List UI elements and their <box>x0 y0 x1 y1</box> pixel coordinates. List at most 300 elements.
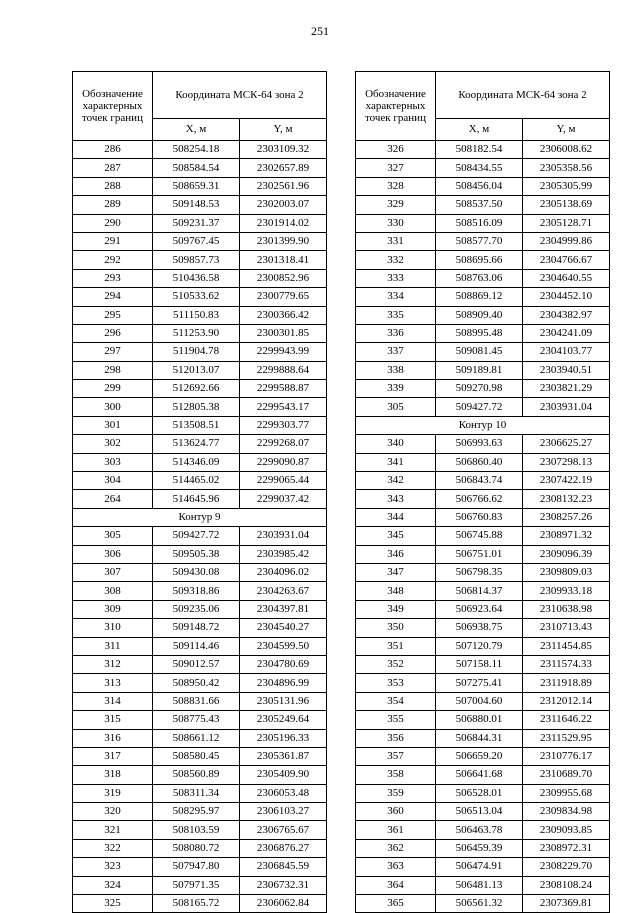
y-coordinate-cell: 2308972.31 <box>523 839 610 857</box>
x-coordinate-cell: 508165.72 <box>153 895 240 913</box>
contour-label: Контур 10 <box>356 416 610 434</box>
table-body-right <box>356 141 610 913</box>
point-id-cell: 329 <box>356 196 436 214</box>
x-coordinate-cell: 508869.12 <box>436 288 523 306</box>
table-row <box>73 784 327 802</box>
point-id-cell: 299 <box>73 380 153 398</box>
y-coordinate-cell: 2302657.89 <box>240 159 327 177</box>
y-coordinate-cell: 2311918.89 <box>523 674 610 692</box>
table-row <box>356 269 610 287</box>
y-coordinate-cell: 2300301.85 <box>240 324 327 342</box>
table-row <box>73 416 327 434</box>
y-coordinate-cell: 2305131.96 <box>240 692 327 710</box>
x-coordinate-cell: 511904.78 <box>153 343 240 361</box>
y-column-header: Y, м <box>523 119 610 141</box>
point-id-cell: 295 <box>73 306 153 324</box>
x-coordinate-cell: 507004.60 <box>436 692 523 710</box>
y-coordinate-cell: 2311529.95 <box>523 729 610 747</box>
x-coordinate-cell: 508661.12 <box>153 729 240 747</box>
y-coordinate-cell: 2305138.69 <box>523 196 610 214</box>
table-row <box>356 490 610 508</box>
point-id-cell: 288 <box>73 177 153 195</box>
point-id-cell: 301 <box>73 416 153 434</box>
x-coordinate-cell: 506463.78 <box>436 821 523 839</box>
x-coordinate-cell: 509148.72 <box>153 619 240 637</box>
table-row <box>73 159 327 177</box>
table-row <box>356 821 610 839</box>
x-coordinate-cell: 512692.66 <box>153 380 240 398</box>
y-coordinate-cell: 2299588.87 <box>240 380 327 398</box>
x-coordinate-cell: 509427.72 <box>153 527 240 545</box>
x-coordinate-cell: 509235.06 <box>153 600 240 618</box>
y-coordinate-cell: 2303985.42 <box>240 545 327 563</box>
x-coordinate-cell: 514645.96 <box>153 490 240 508</box>
x-coordinate-cell: 508311.34 <box>153 784 240 802</box>
point-id-cell: 308 <box>73 582 153 600</box>
x-coordinate-cell: 506843.74 <box>436 472 523 490</box>
point-id-cell: 319 <box>73 784 153 802</box>
point-id-cell: 339 <box>356 380 436 398</box>
table-row <box>73 674 327 692</box>
x-coordinate-cell: 513624.77 <box>153 435 240 453</box>
y-coordinate-cell: 2300852.96 <box>240 269 327 287</box>
page-number: 251 <box>311 24 329 38</box>
point-id-cell: 346 <box>356 545 436 563</box>
y-coordinate-cell: 2305358.56 <box>523 159 610 177</box>
x-coordinate-cell: 506641.68 <box>436 766 523 784</box>
point-id-cell: 350 <box>356 619 436 637</box>
y-coordinate-cell: 2299543.17 <box>240 398 327 416</box>
zone-header: Координата МСК-64 зона 2 <box>436 72 610 119</box>
table-row <box>356 214 610 232</box>
zone-header: Координата МСК-64 зона 2 <box>153 72 327 119</box>
x-coordinate-cell: 511150.83 <box>153 306 240 324</box>
table-row <box>73 527 327 545</box>
point-id-cell: 359 <box>356 784 436 802</box>
x-coordinate-cell: 506798.35 <box>436 563 523 581</box>
table-row <box>356 692 610 710</box>
table-row <box>73 545 327 563</box>
table-row <box>73 177 327 195</box>
x-coordinate-cell: 509012.57 <box>153 655 240 673</box>
x-coordinate-cell: 508909.40 <box>436 306 523 324</box>
y-coordinate-cell: 2308257.26 <box>523 508 610 526</box>
x-coordinate-cell: 508080.72 <box>153 839 240 857</box>
point-id-cell: 314 <box>73 692 153 710</box>
table-row <box>356 766 610 784</box>
x-coordinate-cell: 506844.31 <box>436 729 523 747</box>
point-id-cell: 293 <box>73 269 153 287</box>
x-coordinate-cell: 506993.63 <box>436 435 523 453</box>
coordinates-table-left <box>72 71 327 913</box>
y-coordinate-cell: 2309093.85 <box>523 821 610 839</box>
y-coordinate-cell: 2312012.14 <box>523 692 610 710</box>
x-coordinate-cell: 508537.50 <box>436 196 523 214</box>
table-row <box>356 380 610 398</box>
x-coordinate-cell: 509148.53 <box>153 196 240 214</box>
x-coordinate-cell: 506760.83 <box>436 508 523 526</box>
y-coordinate-cell: 2304103.77 <box>523 343 610 361</box>
x-coordinate-cell: 506528.01 <box>436 784 523 802</box>
table-row <box>73 858 327 876</box>
y-coordinate-cell: 2302003.07 <box>240 196 327 214</box>
table-row <box>356 398 610 416</box>
y-coordinate-cell: 2308108.24 <box>523 876 610 894</box>
table-row <box>73 729 327 747</box>
x-coordinate-cell: 506923.64 <box>436 600 523 618</box>
y-coordinate-cell: 2306732.31 <box>240 876 327 894</box>
point-id-cell: 294 <box>73 288 153 306</box>
table-row <box>356 545 610 563</box>
y-coordinate-cell: 2309096.39 <box>523 545 610 563</box>
x-coordinate-cell: 506513.04 <box>436 803 523 821</box>
y-coordinate-cell: 2304999.86 <box>523 232 610 250</box>
point-id-cell: 264 <box>73 490 153 508</box>
x-coordinate-cell: 506814.37 <box>436 582 523 600</box>
table-row <box>73 490 327 508</box>
point-id-cell: 363 <box>356 858 436 876</box>
y-coordinate-cell: 2310689.70 <box>523 766 610 784</box>
table-row <box>73 655 327 673</box>
table-row <box>73 288 327 306</box>
y-coordinate-cell: 2299065.44 <box>240 472 327 490</box>
y-coordinate-cell: 2308971.32 <box>523 527 610 545</box>
y-coordinate-cell: 2304382.97 <box>523 306 610 324</box>
table-row <box>73 214 327 232</box>
y-coordinate-cell: 2303821.29 <box>523 380 610 398</box>
x-coordinate-cell: 507275.41 <box>436 674 523 692</box>
table-row <box>73 306 327 324</box>
y-coordinate-cell: 2311646.22 <box>523 711 610 729</box>
x-coordinate-cell: 514346.09 <box>153 453 240 471</box>
table-row <box>356 674 610 692</box>
x-coordinate-cell: 508560.89 <box>153 766 240 784</box>
table-row <box>73 361 327 379</box>
table-row <box>356 251 610 269</box>
point-id-cell: 360 <box>356 803 436 821</box>
point-id-cell: 298 <box>73 361 153 379</box>
y-coordinate-cell: 2299268.07 <box>240 435 327 453</box>
point-id-cell: 316 <box>73 729 153 747</box>
point-id-cell: 344 <box>356 508 436 526</box>
y-coordinate-cell: 2304896.99 <box>240 674 327 692</box>
table-row <box>356 232 610 250</box>
table-row <box>73 324 327 342</box>
point-id-cell: 324 <box>73 876 153 894</box>
point-id-cell: 365 <box>356 895 436 913</box>
x-coordinate-cell: 506745.88 <box>436 527 523 545</box>
point-id-cell: 362 <box>356 839 436 857</box>
point-label-header: Обозначение характерных точек границ <box>73 72 153 141</box>
point-id-cell: 356 <box>356 729 436 747</box>
table-row <box>356 858 610 876</box>
y-coordinate-cell: 2304766.67 <box>523 251 610 269</box>
y-coordinate-cell: 2301914.02 <box>240 214 327 232</box>
y-coordinate-cell: 2304640.55 <box>523 269 610 287</box>
x-coordinate-cell: 508695.66 <box>436 251 523 269</box>
point-id-cell: 327 <box>356 159 436 177</box>
y-coordinate-cell: 2301318.41 <box>240 251 327 269</box>
point-id-cell: 345 <box>356 527 436 545</box>
y-coordinate-cell: 2299090.87 <box>240 453 327 471</box>
y-coordinate-cell: 2299037.42 <box>240 490 327 508</box>
table-row <box>356 600 610 618</box>
point-id-cell: 347 <box>356 563 436 581</box>
x-column-header: X, м <box>153 119 240 141</box>
table-row <box>73 196 327 214</box>
y-coordinate-cell: 2305409.90 <box>240 766 327 784</box>
y-coordinate-cell: 2310638.98 <box>523 600 610 618</box>
point-id-cell: 306 <box>73 545 153 563</box>
x-coordinate-cell: 508434.55 <box>436 159 523 177</box>
table-row <box>356 619 610 637</box>
table-row <box>73 380 327 398</box>
y-coordinate-cell: 2309834.98 <box>523 803 610 821</box>
point-id-cell: 305 <box>356 398 436 416</box>
x-coordinate-cell: 509430.08 <box>153 563 240 581</box>
x-coordinate-cell: 511253.90 <box>153 324 240 342</box>
table-row <box>356 784 610 802</box>
y-coordinate-cell: 2304780.69 <box>240 655 327 673</box>
x-coordinate-cell: 509318.86 <box>153 582 240 600</box>
point-id-cell: 312 <box>73 655 153 673</box>
table-row <box>73 232 327 250</box>
y-coordinate-cell: 2300779.65 <box>240 288 327 306</box>
point-id-cell: 303 <box>73 453 153 471</box>
table-row <box>73 563 327 581</box>
table-row <box>356 196 610 214</box>
x-column-header: X, м <box>436 119 523 141</box>
x-coordinate-cell: 509114.46 <box>153 637 240 655</box>
point-id-cell: 364 <box>356 876 436 894</box>
table-row <box>73 398 327 416</box>
point-id-cell: 297 <box>73 343 153 361</box>
x-coordinate-cell: 506880.01 <box>436 711 523 729</box>
y-column-header: Y, м <box>240 119 327 141</box>
point-id-cell: 302 <box>73 435 153 453</box>
table-row <box>356 435 610 453</box>
x-coordinate-cell: 508103.59 <box>153 821 240 839</box>
table-row <box>73 766 327 784</box>
table-body-left <box>73 141 327 913</box>
y-coordinate-cell: 2307369.81 <box>523 895 610 913</box>
point-id-cell: 349 <box>356 600 436 618</box>
point-label-header: Обозначение характерных точек границ <box>356 72 436 141</box>
point-id-cell: 291 <box>73 232 153 250</box>
y-coordinate-cell: 2304540.27 <box>240 619 327 637</box>
x-coordinate-cell: 509767.45 <box>153 232 240 250</box>
x-coordinate-cell: 508182.54 <box>436 141 523 159</box>
x-coordinate-cell: 512013.07 <box>153 361 240 379</box>
y-coordinate-cell: 2301399.90 <box>240 232 327 250</box>
contour-label: Контур 9 <box>73 508 327 526</box>
y-coordinate-cell: 2309809.03 <box>523 563 610 581</box>
x-coordinate-cell: 508516.09 <box>436 214 523 232</box>
table-row <box>73 895 327 913</box>
point-id-cell: 358 <box>356 766 436 784</box>
point-id-cell: 354 <box>356 692 436 710</box>
table-row <box>73 435 327 453</box>
y-coordinate-cell: 2305128.71 <box>523 214 610 232</box>
x-coordinate-cell: 508580.45 <box>153 747 240 765</box>
table-row <box>356 527 610 545</box>
point-id-cell: 300 <box>73 398 153 416</box>
table-row <box>356 159 610 177</box>
table-row <box>356 876 610 894</box>
x-coordinate-cell: 508950.42 <box>153 674 240 692</box>
x-coordinate-cell: 512805.38 <box>153 398 240 416</box>
table-row <box>73 251 327 269</box>
table-row <box>356 582 610 600</box>
y-coordinate-cell: 2309955.68 <box>523 784 610 802</box>
x-coordinate-cell: 508577.70 <box>436 232 523 250</box>
table-row <box>356 288 610 306</box>
y-coordinate-cell: 2307422.19 <box>523 472 610 490</box>
table-row <box>356 711 610 729</box>
x-coordinate-cell: 506459.39 <box>436 839 523 857</box>
table-row <box>356 655 610 673</box>
point-id-cell: 318 <box>73 766 153 784</box>
x-coordinate-cell: 506561.32 <box>436 895 523 913</box>
point-id-cell: 292 <box>73 251 153 269</box>
point-id-cell: 338 <box>356 361 436 379</box>
point-id-cell: 355 <box>356 711 436 729</box>
x-coordinate-cell: 507947.80 <box>153 858 240 876</box>
x-coordinate-cell: 509081.45 <box>436 343 523 361</box>
y-coordinate-cell: 2305305.99 <box>523 177 610 195</box>
y-coordinate-cell: 2306008.62 <box>523 141 610 159</box>
table-row <box>73 803 327 821</box>
point-id-cell: 305 <box>73 527 153 545</box>
point-id-cell: 341 <box>356 453 436 471</box>
y-coordinate-cell: 2305249.64 <box>240 711 327 729</box>
table-row <box>356 177 610 195</box>
x-coordinate-cell: 509857.73 <box>153 251 240 269</box>
table-row <box>356 747 610 765</box>
table-row <box>73 269 327 287</box>
point-id-cell: 320 <box>73 803 153 821</box>
table-row <box>73 876 327 894</box>
x-coordinate-cell: 508995.48 <box>436 324 523 342</box>
x-coordinate-cell: 508775.43 <box>153 711 240 729</box>
x-coordinate-cell: 508456.04 <box>436 177 523 195</box>
x-coordinate-cell: 509189.81 <box>436 361 523 379</box>
x-coordinate-cell: 513508.51 <box>153 416 240 434</box>
point-id-cell: 307 <box>73 563 153 581</box>
x-coordinate-cell: 508295.97 <box>153 803 240 821</box>
x-coordinate-cell: 508584.54 <box>153 159 240 177</box>
y-coordinate-cell: 2306625.27 <box>523 435 610 453</box>
table-row <box>356 306 610 324</box>
y-coordinate-cell: 2308229.70 <box>523 858 610 876</box>
point-id-cell: 333 <box>356 269 436 287</box>
table-row <box>356 637 610 655</box>
y-coordinate-cell: 2305196.33 <box>240 729 327 747</box>
point-id-cell: 323 <box>73 858 153 876</box>
y-coordinate-cell: 2303931.04 <box>240 527 327 545</box>
table-row <box>356 839 610 857</box>
y-coordinate-cell: 2299888.64 <box>240 361 327 379</box>
y-coordinate-cell: 2306103.27 <box>240 803 327 821</box>
point-id-cell: 313 <box>73 674 153 692</box>
y-coordinate-cell: 2303940.51 <box>523 361 610 379</box>
table-row <box>73 619 327 637</box>
table-row <box>356 343 610 361</box>
table-row <box>73 692 327 710</box>
table-row <box>356 895 610 913</box>
table-row <box>73 821 327 839</box>
x-coordinate-cell: 510436.58 <box>153 269 240 287</box>
table-row <box>356 324 610 342</box>
y-coordinate-cell: 2306845.59 <box>240 858 327 876</box>
point-id-cell: 315 <box>73 711 153 729</box>
table-row <box>73 472 327 490</box>
x-coordinate-cell: 506659.20 <box>436 747 523 765</box>
point-id-cell: 357 <box>356 747 436 765</box>
contour-row <box>73 508 327 526</box>
y-coordinate-cell: 2304452.10 <box>523 288 610 306</box>
table-row <box>73 637 327 655</box>
y-coordinate-cell: 2303109.32 <box>240 141 327 159</box>
x-coordinate-cell: 506938.75 <box>436 619 523 637</box>
x-coordinate-cell: 506751.01 <box>436 545 523 563</box>
coordinates-table-right <box>355 71 610 913</box>
point-id-cell: 334 <box>356 288 436 306</box>
y-coordinate-cell: 2303931.04 <box>523 398 610 416</box>
y-coordinate-cell: 2307298.13 <box>523 453 610 471</box>
point-id-cell: 290 <box>73 214 153 232</box>
point-id-cell: 332 <box>356 251 436 269</box>
x-coordinate-cell: 510533.62 <box>153 288 240 306</box>
y-coordinate-cell: 2306062.84 <box>240 895 327 913</box>
table-row <box>356 563 610 581</box>
point-id-cell: 311 <box>73 637 153 655</box>
point-id-cell: 330 <box>356 214 436 232</box>
table-row <box>356 729 610 747</box>
y-coordinate-cell: 2300366.42 <box>240 306 327 324</box>
y-coordinate-cell: 2304241.09 <box>523 324 610 342</box>
x-coordinate-cell: 507971.35 <box>153 876 240 894</box>
point-id-cell: 326 <box>356 141 436 159</box>
table-row <box>73 600 327 618</box>
point-id-cell: 289 <box>73 196 153 214</box>
table-row <box>73 343 327 361</box>
x-coordinate-cell: 514465.02 <box>153 472 240 490</box>
y-coordinate-cell: 2310713.43 <box>523 619 610 637</box>
x-coordinate-cell: 508763.06 <box>436 269 523 287</box>
x-coordinate-cell: 507120.79 <box>436 637 523 655</box>
point-id-cell: 309 <box>73 600 153 618</box>
x-coordinate-cell: 509231.37 <box>153 214 240 232</box>
x-coordinate-cell: 509505.38 <box>153 545 240 563</box>
table-row <box>356 508 610 526</box>
y-coordinate-cell: 2309933.18 <box>523 582 610 600</box>
table-row <box>73 141 327 159</box>
point-id-cell: 340 <box>356 435 436 453</box>
x-coordinate-cell: 506481.13 <box>436 876 523 894</box>
y-coordinate-cell: 2299943.99 <box>240 343 327 361</box>
point-id-cell: 361 <box>356 821 436 839</box>
table-row <box>356 361 610 379</box>
table-row <box>356 453 610 471</box>
y-coordinate-cell: 2304263.67 <box>240 582 327 600</box>
point-id-cell: 328 <box>356 177 436 195</box>
point-id-cell: 296 <box>73 324 153 342</box>
point-id-cell: 335 <box>356 306 436 324</box>
table-row <box>356 472 610 490</box>
x-coordinate-cell: 507158.11 <box>436 655 523 673</box>
y-coordinate-cell: 2310776.17 <box>523 747 610 765</box>
